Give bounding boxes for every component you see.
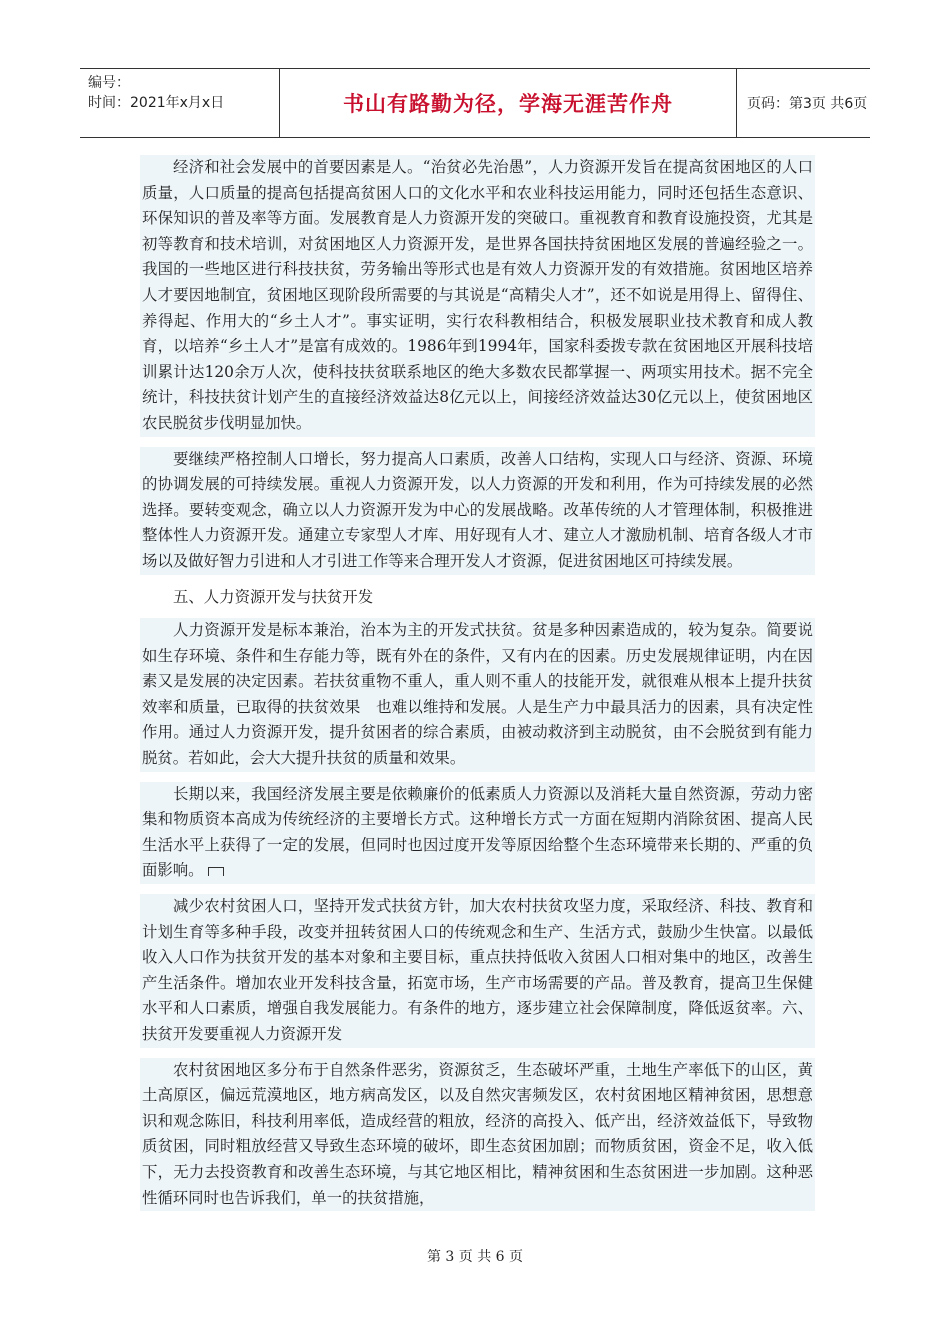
header-page-info: 页码：第3页 共6页 — [747, 96, 868, 112]
paragraph-economic-growth-text: 长期以来，我国经济发展主要是依赖廉价的低素质人力资源以及消耗大量自然资源，劳动力密集和物质资本高成为传统经济的主要增长方式。这种增长方式一方面在短期内消除贫困、提高人民生活水平上获得了一定的发展，但同时也因过度开发等原因给整个生态环境带来长期的、严重的负面影响。 — [142, 784, 813, 880]
section-heading: 五、人力资源开发与扶贫开发 — [173, 587, 374, 606]
paragraph-human-resources: 经济和社会发展中的首要因素是人。“治贫必先治愚”，人力资源开发旨在提高贫困地区的人口质量，人口质量的提高包括提高贫困人口的文化水平和农业科技运用能力，同时还包括生态意识、环保知识的普及率等方面。发展教育是人力资源开发的突破口。重视教育和教育设施投资，尤其是初等教育和技术培训，对贫困地区人力资源开发，是世界各国扶持贫困地区发展的普遍经验之一。我国的一些地区进行科技扶贫，劳务输出等形式也是有效人力资源开发的有效措施。贫困地区培养人才要因地制宜，贫困地区现阶段所需要的与其说是“高精尖人才”，还不如说是用得上、留得住、养得起、作用大的“乡土人才”。事实证明，实行农科教相结合，积极发展职业技术教育和成人教育，以培养“乡土人才”是富有成效的。1986年到1994年，国家科委拨专款在贫困地区开展科技培训累计达120余万人次，使科技扶贫联系地区的绝大多数农民都掌握一、两项实用技术。据不完全统计，科技扶贫计划产生的直接经济效益达8亿元以上，间接经济效益达30亿元以上，使贫困地区农民脱贫步伐明显加快。 — [140, 155, 815, 437]
paragraph-mark-icon — [208, 867, 224, 876]
document-number-label: 编号： — [88, 75, 130, 91]
paragraph-reduce-poverty: 减少农村贫困人口，坚持开发式扶贫方针，加大农村扶贫攻坚力度，采取经济、科技、教育和计划生育等多种手段，改变并扭转贫困人口的传统观念和生产、生活方式，鼓励少生快富。以最低收入人口作为扶贫开发的基本对象和主要目标，重点扶持低收入贫困人口相对集中的地区，改善生产生活条件。增加农业开发科技含量，拓宽市场，生产市场需要的产品。普及教育，提高卫生保健水平和人口素质，增强自我发展能力。有条件的地方，逐步建立社会保障制度，降低返贫率。六、扶贫开发要重视人力资源开发 — [140, 894, 815, 1048]
page-header — [80, 68, 870, 138]
header-meta — [80, 69, 280, 137]
paragraph-economic-growth — [140, 782, 815, 884]
header-motto: 书山有路勤为径，学海无涯苦作舟 — [280, 69, 737, 137]
document-date: 时间：2021年x月x日 — [88, 95, 225, 111]
paragraph-rural-poverty: 农村贫困地区多分布于自然条件恶劣，资源贫乏，生态破坏严重，土地生产率低下的山区，黄土高原区，偏远荒漠地区，地方病高发区，以及自然灾害频发区，农村贫困地区精神贫困，思想意识和观念陈旧，科技利用率低，造成经营的粗放，经济的高投入、低产出，经济效益低下，导致物质贫困，同时粗放经营又导致生态环境的破坏，即生态贫困加剧；而物质贫困，资金不足，收入低下，无力去投资教育和改善生态环境，与其它地区相比，精神贫困和生态贫困进一步加剧。这种恶性循环同时也告诉我们，单一的扶贫措施， — [140, 1058, 815, 1212]
paragraph-development-poverty: 人力资源开发是标本兼治，治本为主的开发式扶贫。贫是多种因素造成的，较为复杂。简要说如生存环境、条件和生存能力等，既有外在的条件，又有内在的因素。历史发展规律证明，内在因素又是发展的决定因素。若扶贫重物不重人，重人则不重人的技能开发，就很难从根本上提升扶贫效率和质量，已取得的扶贫效果 也难以维持和发展。人是生产力中最具活力的因素，具有决定性作用。通过人力资源开发，提升贫困者的综合素质，由被动救济到主动脱贫，由不会脱贫到有能力脱贫。若如此，会大大提升扶贫的质量和效果。 — [140, 618, 815, 772]
document-body — [140, 155, 815, 1221]
page-footer: 第 3 页 共 6 页 — [426, 1249, 524, 1265]
paragraph-population-control: 要继续严格控制人口增长，努力提高人口素质，改善人口结构，实现人口与经济、资源、环境的协调发展的可持续发展。重视人力资源开发，以人力资源的开发和利用，作为可持续发展的必然选择。要转变观念，确立以人力资源开发为中心的发展战略。改革传统的人才管理体制，积极推进整体性人力资源开发。通建立专家型人才库、用好现有人才、建立人才激励机制、培育各级人才市场以及做好智力引进和人才引进工作等来合理开发人才资源，促进贫困地区可持续发展。 — [140, 447, 815, 575]
